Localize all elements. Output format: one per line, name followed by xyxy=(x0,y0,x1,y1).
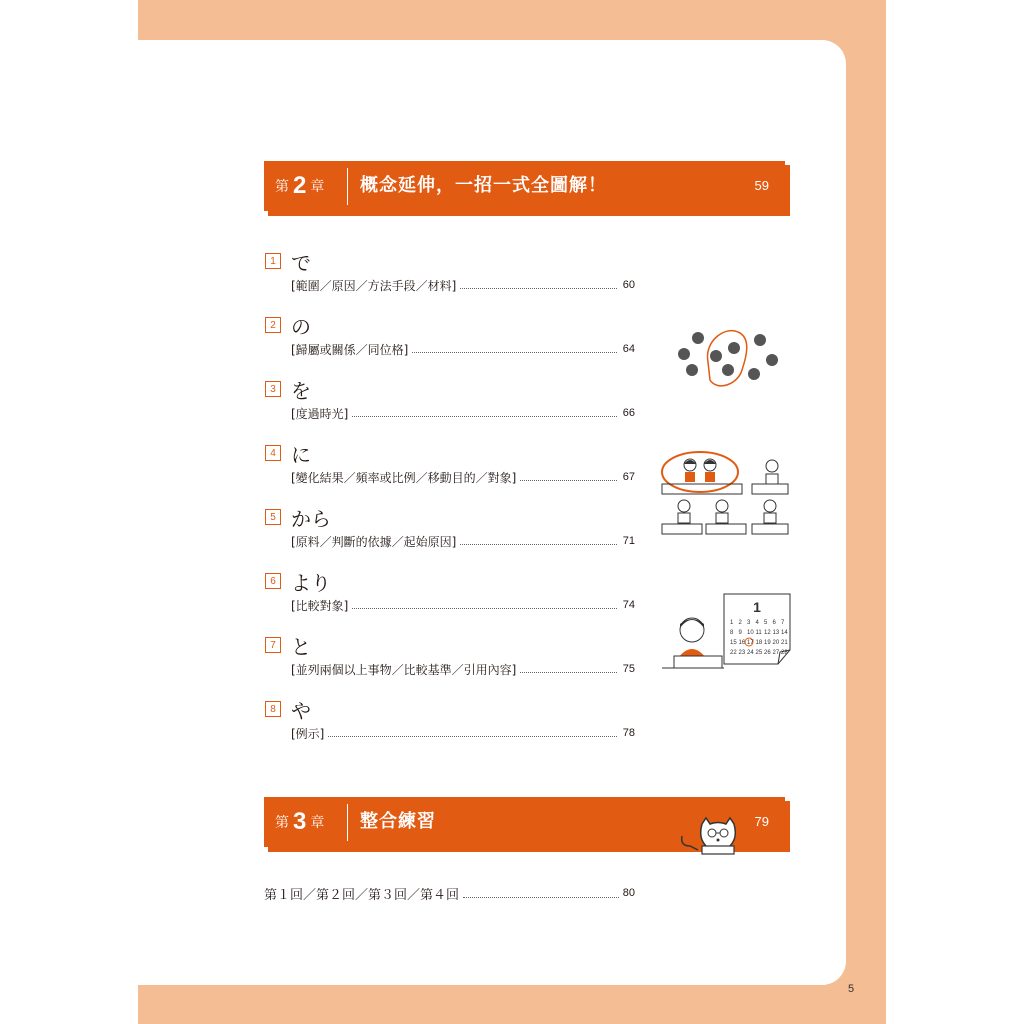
entry-head xyxy=(265,697,635,721)
chapter-label xyxy=(275,161,324,211)
grouped-dots-illustration xyxy=(668,322,786,394)
classroom-children-illustration xyxy=(660,450,790,536)
leader-dots xyxy=(412,345,617,353)
entry-page: 67 xyxy=(622,471,635,483)
calendar-day: 22 xyxy=(730,650,737,656)
entry-head xyxy=(265,249,635,273)
chapter-title: 概念延伸，一招一式全圖解！ xyxy=(360,175,607,196)
calendar-day: 27 xyxy=(772,650,780,656)
leader-dots xyxy=(460,281,617,289)
toc-entry[interactable] xyxy=(265,569,635,613)
entry-detail xyxy=(291,725,635,741)
chapter-2-header[interactable] xyxy=(264,161,785,211)
entry-page: 74 xyxy=(622,599,635,611)
calendar-day: 12 xyxy=(764,630,771,636)
page-frame-top xyxy=(138,0,886,40)
entry-particle: や xyxy=(291,698,311,723)
entry-number: 1 xyxy=(265,253,281,269)
entry-description: [例示] xyxy=(291,726,325,741)
leader-dots xyxy=(520,473,617,481)
entry-particle: の xyxy=(291,314,311,339)
entry-head xyxy=(265,441,635,465)
calendar-day: 17 xyxy=(747,640,754,646)
chapter-label xyxy=(275,797,324,847)
toc-entry[interactable] xyxy=(265,505,635,549)
leader-dots xyxy=(328,729,617,737)
calendar-day: 14 xyxy=(781,630,788,636)
practice-text: 第１回／第２回／第３回／第４回 xyxy=(264,887,460,903)
chapter-page: 79 xyxy=(754,814,769,829)
practice-page: 80 xyxy=(622,887,635,899)
child-calendar-illustration xyxy=(660,590,792,674)
entry-description: [比較對象] xyxy=(291,598,349,613)
calendar-day: 1 xyxy=(730,620,734,626)
entry-detail xyxy=(291,597,635,613)
chapter-title: 整合練習 xyxy=(360,811,436,832)
entry-head xyxy=(265,505,635,529)
leader-dots xyxy=(520,665,617,673)
calendar-day: 26 xyxy=(764,650,771,656)
entry-head xyxy=(265,569,635,593)
calendar-day: 9 xyxy=(738,630,742,636)
calendar-day: 4 xyxy=(755,620,759,626)
entry-particle: から xyxy=(291,506,331,531)
entry-number: 5 xyxy=(265,509,281,525)
leader-dots xyxy=(463,889,619,898)
entry-page: 60 xyxy=(622,279,635,291)
entry-page: 66 xyxy=(622,407,635,419)
practice-entry[interactable] xyxy=(264,884,635,902)
calendar-day: 19 xyxy=(764,640,771,646)
calendar-day: 11 xyxy=(755,630,762,636)
calendar-day: 2 xyxy=(738,620,742,626)
leader-dots xyxy=(352,601,617,609)
entry-description: [變化結果／頻率或比例／移動目的／對象] xyxy=(291,470,517,485)
entry-number: 6 xyxy=(265,573,281,589)
toc-entry[interactable] xyxy=(265,441,635,485)
entry-description: [原料／判斷的依據／起始原因] xyxy=(291,534,457,549)
toc-entry[interactable] xyxy=(265,313,635,357)
calendar-day: 18 xyxy=(755,640,763,646)
entry-detail xyxy=(291,405,635,421)
entry-number: 8 xyxy=(265,701,281,717)
toc-entry[interactable] xyxy=(265,377,635,421)
chapter-label-suffix: 章 xyxy=(310,179,325,195)
entry-detail xyxy=(291,469,635,485)
calendar-day: 8 xyxy=(730,630,734,636)
entry-description: [範圍／原因／方法手段／材料] xyxy=(291,278,457,293)
entry-head xyxy=(265,377,635,401)
entry-page: 64 xyxy=(622,343,635,355)
chapter-label-prefix: 第 xyxy=(275,179,289,195)
chapter-divider xyxy=(347,804,348,841)
chapter-label-prefix: 第 xyxy=(275,815,289,831)
calendar-day: 6 xyxy=(772,620,776,626)
entry-page: 71 xyxy=(622,535,635,547)
calendar-month: 1 xyxy=(753,599,761,615)
calendar-day: 16 xyxy=(738,640,746,646)
entry-particle: と xyxy=(291,634,311,659)
calendar-day: 5 xyxy=(764,620,768,626)
entry-page: 75 xyxy=(622,663,635,675)
toc-entry[interactable] xyxy=(265,633,635,677)
entry-particle: に xyxy=(291,442,311,467)
cat-illustration xyxy=(678,816,738,856)
calendar-day: 21 xyxy=(781,640,788,646)
calendar-day: 25 xyxy=(755,650,763,656)
chapter-number: 2 xyxy=(293,172,307,199)
entry-page: 78 xyxy=(622,727,635,739)
calendar-day: 13 xyxy=(772,630,780,636)
page-frame-bottom xyxy=(138,985,886,1024)
toc-entry[interactable] xyxy=(265,249,635,293)
leader-dots xyxy=(460,537,617,545)
calendar-day: 24 xyxy=(747,650,754,656)
calendar-day: 20 xyxy=(772,640,780,646)
chapter-number: 3 xyxy=(293,808,307,835)
page-number: 5 xyxy=(848,983,855,995)
entry-number: 7 xyxy=(265,637,281,653)
entry-number: 4 xyxy=(265,445,281,461)
entry-detail xyxy=(291,533,635,549)
entry-detail xyxy=(291,661,635,677)
entry-detail xyxy=(291,341,635,357)
chapter-divider xyxy=(347,168,348,205)
calendar-day: 10 xyxy=(747,630,754,636)
entry-description: [度過時光] xyxy=(291,406,349,421)
calendar-day: 28 xyxy=(781,650,788,656)
calendar-day: 15 xyxy=(730,640,737,646)
chapter-page: 59 xyxy=(754,178,769,193)
entry-detail xyxy=(291,277,635,293)
calendar-day: 7 xyxy=(781,620,785,626)
entry-particle: で xyxy=(291,250,311,275)
entry-description: [歸屬或關係／同位格] xyxy=(291,342,409,357)
entry-number: 3 xyxy=(265,381,281,397)
leader-dots xyxy=(352,409,617,417)
toc-entry[interactable] xyxy=(265,697,635,741)
entry-head xyxy=(265,633,635,657)
chapter-label-suffix: 章 xyxy=(310,815,325,831)
calendar-day: 3 xyxy=(747,620,751,626)
entry-head xyxy=(265,313,635,337)
entry-description: [並列兩個以上事物／比較基準／引用內容] xyxy=(291,662,517,677)
entry-particle: より xyxy=(291,570,331,595)
entry-particle: を xyxy=(291,378,311,403)
entry-number: 2 xyxy=(265,317,281,333)
calendar-day: 23 xyxy=(738,650,746,656)
